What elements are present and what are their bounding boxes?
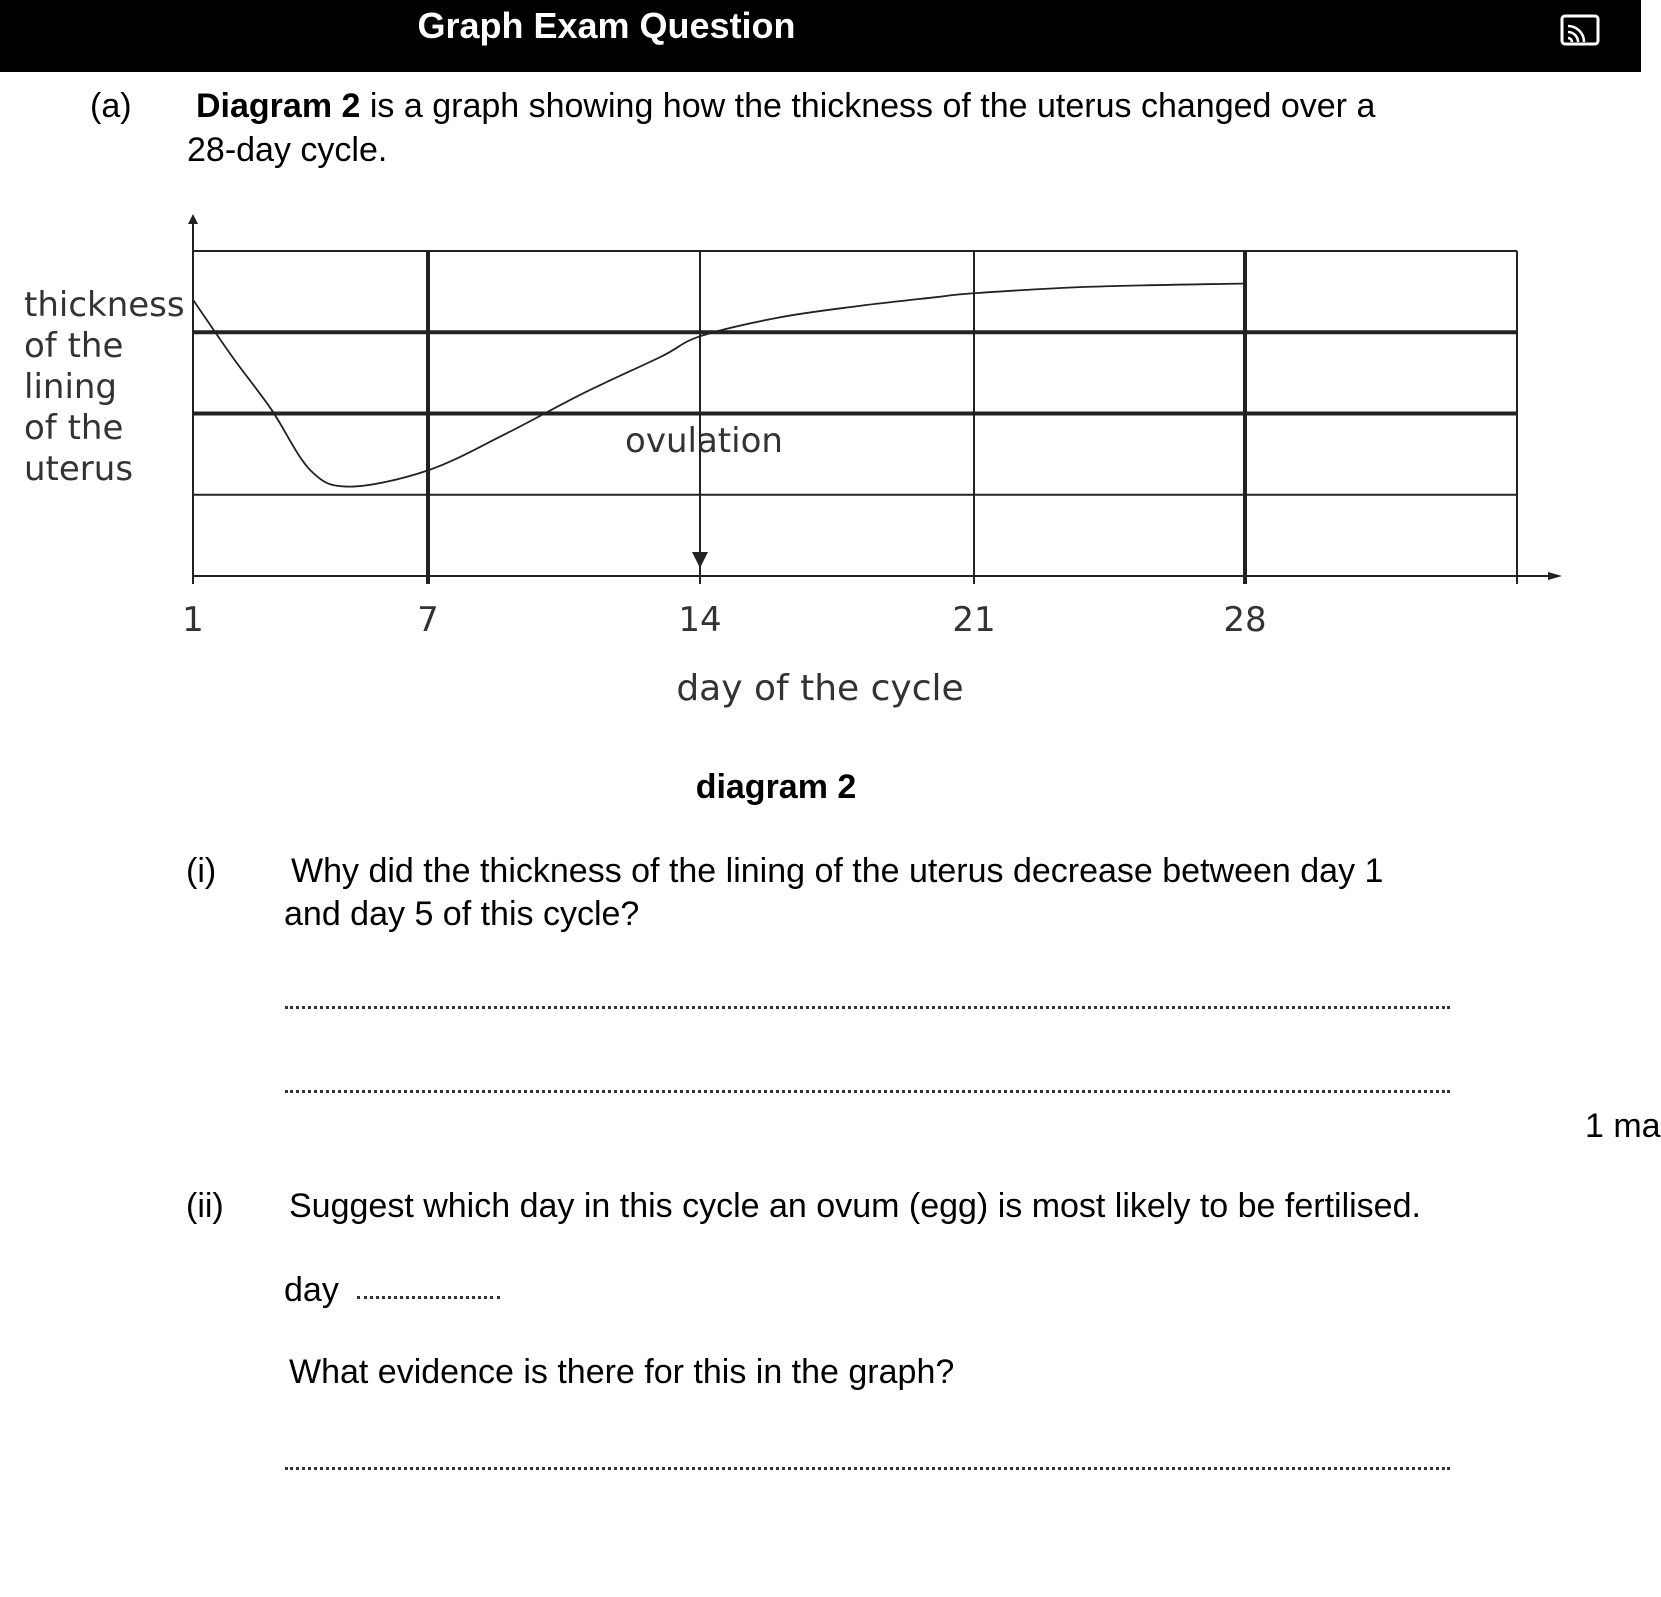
cast-icon[interactable] — [1560, 14, 1600, 46]
part-i-label: (i) — [186, 852, 217, 890]
x-axis-arrowhead — [1548, 572, 1562, 580]
intro-text: is a graph showing how the thickness of the uterus changed over a — [360, 87, 1376, 125]
part-i-answer-line-2[interactable] — [285, 1090, 1450, 1093]
part-i-answer-line-1[interactable] — [285, 1006, 1450, 1009]
part-i-question-line2: and day 5 of this cycle? — [284, 895, 640, 933]
chart-labels — [24, 285, 1267, 709]
x-tick-label-28: 28 — [1223, 600, 1267, 640]
y-axis-label-line-5: uterus — [24, 449, 134, 489]
x-tick-label-14: 14 — [678, 600, 722, 640]
evidence-answer-line[interactable] — [285, 1467, 1450, 1470]
x-tick-label-21: 21 — [952, 600, 996, 640]
part-i-mark: 1 ma — [1585, 1107, 1661, 1145]
y-axis-label-line-3: lining — [24, 367, 118, 407]
x-tick-label-7: 7 — [417, 600, 439, 640]
part-a-label: (a) — [90, 87, 132, 125]
chart-axes — [188, 214, 1562, 584]
diagram-reference: Diagram 2 — [196, 87, 361, 125]
y-axis-arrowhead — [188, 214, 198, 224]
x-tick-label-1: 1 — [182, 600, 204, 640]
day-label: day — [284, 1271, 339, 1309]
y-axis-label-line-1: thickness — [24, 285, 185, 325]
uterus-thickness-chart — [0, 200, 1641, 820]
top-bar — [0, 0, 1641, 72]
ovulation-label: ovulation — [625, 421, 783, 461]
chart-title: diagram 2 — [695, 768, 857, 806]
part-ii-label: (ii) — [186, 1187, 224, 1225]
page-title: Graph Exam Question — [417, 5, 796, 46]
question-intro-line2: 28-day cycle. — [187, 131, 388, 169]
day-answer-blank[interactable] — [357, 1296, 500, 1299]
part-ii-question: Suggest which day in this cycle an ovum (egg) is most likely to be fertilised. — [289, 1187, 1421, 1225]
chart-grid — [193, 251, 1517, 584]
x-axis-label: day of the cycle — [676, 668, 964, 709]
evidence-question: What evidence is there for this in the graph? — [289, 1353, 955, 1391]
y-axis-label-line-4: of the — [24, 408, 124, 448]
ovulation-arrowhead — [692, 552, 708, 568]
question-intro — [196, 86, 1375, 126]
y-axis-label-line-2: of the — [24, 326, 124, 366]
part-i-question-line1: Why did the thickness of the lining of the uterus decrease between day 1 — [291, 852, 1384, 890]
